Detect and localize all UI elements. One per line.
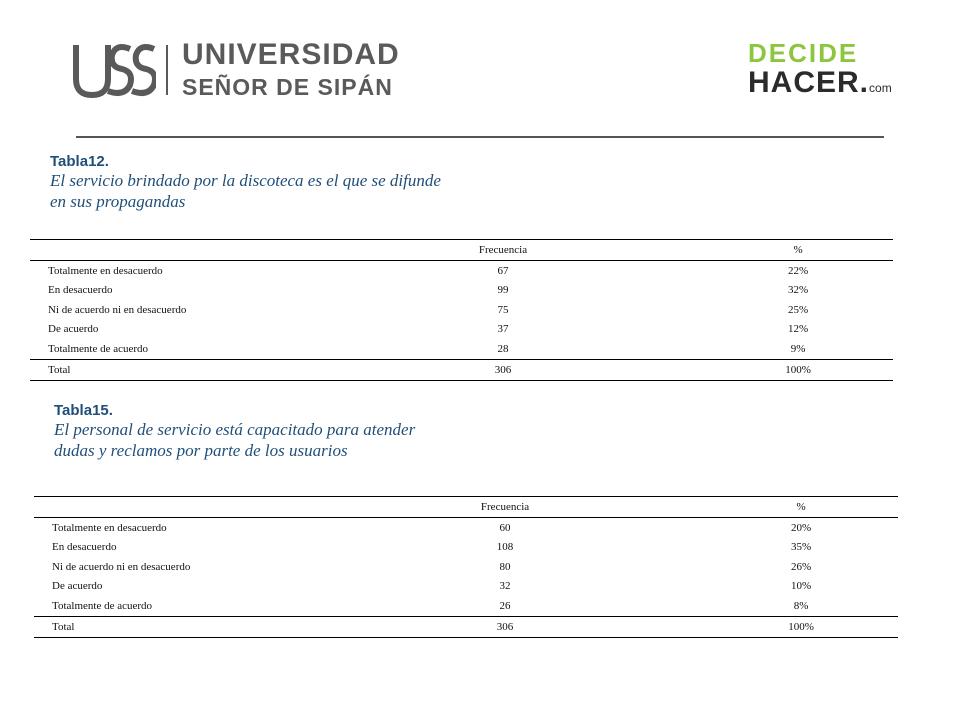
row-frequency: 37 [497,323,509,336]
total-percent: 100% [704,616,898,637]
row-percent: 22% [787,264,809,277]
logo-line-hacer: HACER.com [748,66,892,99]
header-cell [30,240,303,261]
table-row [34,538,898,558]
table-row [34,577,898,597]
row-percent: 8% [793,599,809,612]
row-label: Totalmente en desacuerdo [48,264,163,277]
table-row [30,320,893,340]
row-frequency: 26 [499,599,511,612]
table-header-row [30,240,893,261]
table-title-line: dudas y reclamos por parte de los usuarios [54,441,348,460]
table-title-line: en sus propagandas [50,192,186,211]
uss-logo [72,40,400,99]
header-cell [34,497,306,518]
row-label: En desacuerdo [52,541,117,554]
frequency-table [34,496,898,638]
header-cell-frecuencia: Frecuencia [303,240,703,261]
total-label: Total [30,359,303,380]
table-number: Tabla12. [50,153,109,170]
uss-monogram-icon [72,41,156,99]
table-caption [50,153,510,212]
table-row [30,300,893,320]
row-percent: 32% [787,284,809,297]
row-label: En desacuerdo [48,284,113,297]
header-rule [76,136,884,138]
row-frequency: 108 [496,541,514,554]
page-header [0,0,960,140]
header-cell-frecuencia: Frecuencia [306,497,704,518]
row-frequency: 80 [499,560,511,573]
row-frequency: 32 [499,580,511,593]
row-label: De acuerdo [48,323,99,336]
row-percent: 10% [791,580,812,593]
decide-hacer-logo [748,40,892,98]
header-cell-percent: % [704,497,898,518]
logo-line-decide: DECIDE [748,38,859,68]
table-row [34,557,898,577]
table-caption [54,402,494,461]
total-frequency: 306 [303,359,703,380]
table-row [34,518,898,538]
frequency-table [30,239,893,381]
row-frequency: 67 [497,264,509,277]
row-percent: 12% [787,323,809,336]
total-label: Total [34,616,306,637]
total-percent: 100% [703,359,893,380]
table-header-row [34,497,898,518]
row-label: Ni de acuerdo ni en desacuerdo [52,560,191,573]
row-frequency: 75 [497,303,509,316]
row-label: De acuerdo [52,580,103,593]
logo-line-senor-de-sipan: SEÑOR DE SIPÁN [182,74,393,100]
row-percent: 25% [787,303,809,316]
header-cell-percent: % [703,240,893,261]
row-frequency: 28 [497,342,509,355]
table-row [30,281,893,301]
table-number: Tabla15. [54,402,113,419]
row-label: Totalmente de acuerdo [52,599,153,612]
row-percent: 35% [791,541,812,554]
table-row [30,339,893,359]
row-frequency: 99 [497,284,509,297]
row-percent: 20% [791,521,812,534]
row-label: Totalmente en desacuerdo [52,521,167,534]
table-total-row [34,616,898,637]
row-label: Ni de acuerdo ni en desacuerdo [48,303,187,316]
logo-suffix: com [869,81,892,95]
table-title-line: El servicio brindado por la discoteca es el que se difunde [50,171,441,190]
row-percent: 9% [790,342,806,355]
table-title-line: El personal de servicio está capacitado para atender [54,420,416,439]
logo-line-universidad: UNIVERSIDAD [182,38,400,71]
row-label: Totalmente de acuerdo [48,342,149,355]
table-row [30,261,893,281]
table-row [34,596,898,616]
table-total-row [30,359,893,380]
row-frequency: 60 [499,521,511,534]
row-percent: 26% [791,560,812,573]
logo-divider [166,45,168,95]
total-frequency: 306 [306,616,704,637]
